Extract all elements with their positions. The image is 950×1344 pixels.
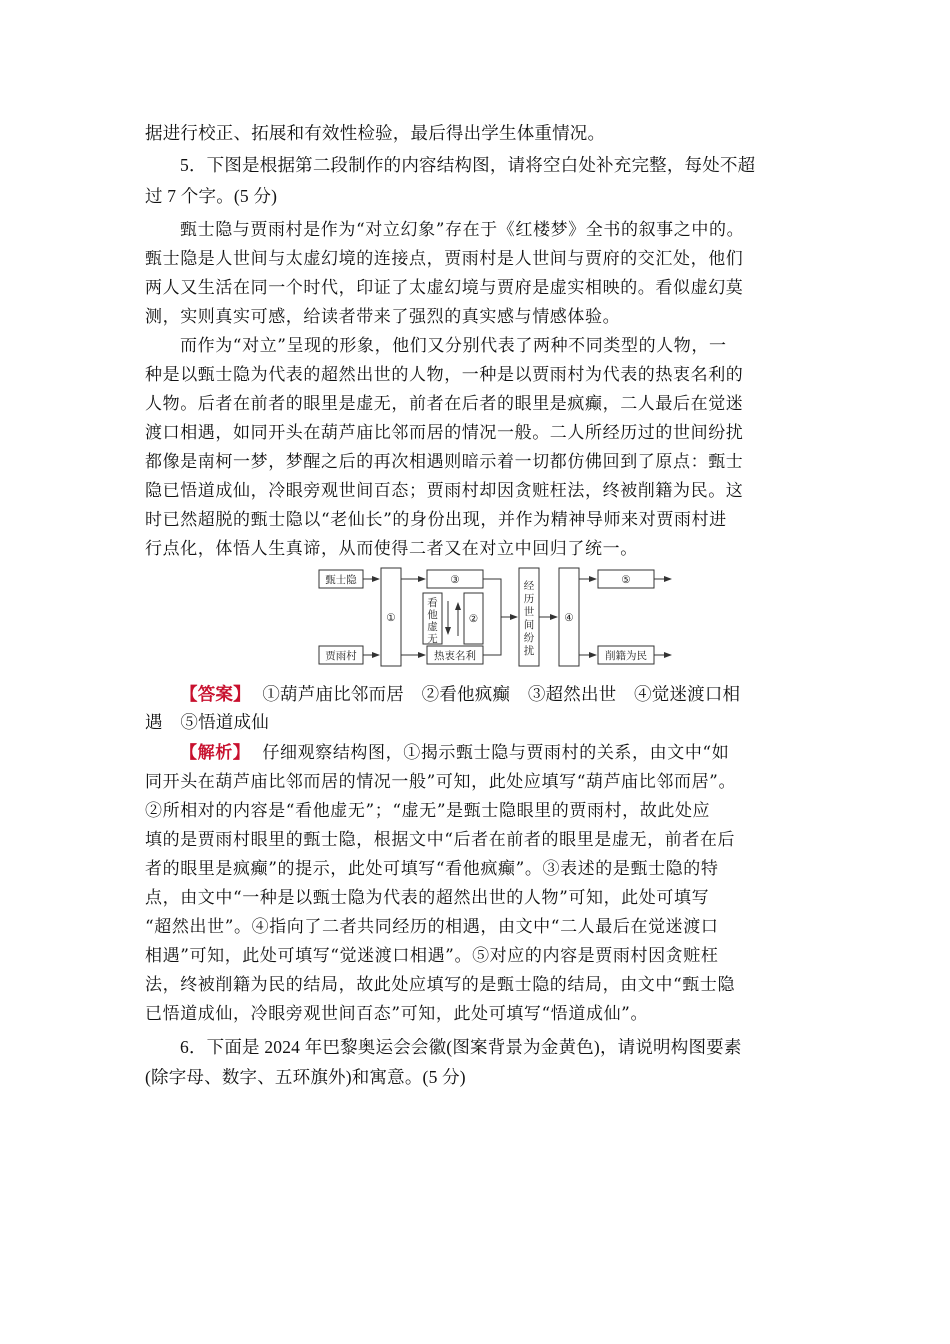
diagram-label-jingli: 历 <box>523 593 535 605</box>
analysis-line: 点，由文中“一种是以甄士隐为代表的超然出世的人物”可知，此处可填写 <box>145 888 710 908</box>
analysis-line: ②所相对的内容是“看他虚无”；“虚无”是甄士隐眼里的贾雨村，故此处应 <box>145 801 711 821</box>
text-line: 据进行校正、拓展和有效性检验，最后得出学生体重情况。 <box>145 124 606 144</box>
diagram-label-kan: 看 <box>427 597 438 609</box>
answer-tag: 【答案】 <box>180 685 251 705</box>
passage-line: 时已然超脱的甄士隐以“老仙长”的身份出现，并作为精神导师来对贾雨村进 <box>145 510 727 530</box>
analysis-line-1 <box>180 738 820 768</box>
diagram-label-blank-4: ④ <box>564 612 574 624</box>
analysis-line: 已悟道成仙，冷眼旁观世间百态”可知，此处可填写“悟道成仙”。 <box>145 1004 649 1024</box>
passage-line: 都像是南柯一梦，梦醒之后的再次相遇则暗示着一切都仿佛回到了原点：甄士 <box>145 452 744 472</box>
answer-text: ①葫芦庙比邻而居 ②看他疯癫 ③超然出世 ④觉迷渡口相 <box>262 685 741 705</box>
passage-line: 而作为“对立”呈现的形象，他们又分别代表了两种不同类型的人物，一 <box>180 336 727 356</box>
analysis-line: 同开头在葫芦庙比邻而居的情况一般”可知，此处应填写“葫芦庙比邻而居”。 <box>145 772 737 792</box>
question-5-line-1: 5．下图是根据第二段制作的内容结构图，请将空白处补充完整，每处不超 <box>180 155 756 175</box>
passage-line: 两人又生活在同一个时代，印证了太虚幻境与贾府是虚实相映的。看似虚幻莫 <box>145 278 744 298</box>
diagram-label-blank-2: ② <box>468 613 479 625</box>
diagram-label-zhen: 甄士隐 <box>325 574 357 586</box>
diagram-label-jingli: 纷 <box>523 632 535 644</box>
diagram-label-kan: 无 <box>427 633 438 645</box>
passage-line: 测，实则真实可感，给读者带来了强烈的真实感与情感体验。 <box>145 307 621 327</box>
answer-line-2: 遇 ⑤悟道成仙 <box>145 713 269 733</box>
passage-line: 甄士隐与贾雨村是作为“对立幻象”存在于《红楼梦》全书的叙事之中的。 <box>180 220 745 240</box>
diagram-label-blank-5: ⑤ <box>621 574 631 586</box>
question-5-line-2: 过 7 个字。(5 分) <box>145 186 278 206</box>
passage-line: 甄士隐是人世间与太虚幻境的连接点，贾雨村是人世间与贾府的交汇处，他们 <box>145 249 744 269</box>
analysis-line: 法，终被削籍为民的结局，故此处应填写的是甄士隐的结局，由文中“甄士隐 <box>145 975 736 995</box>
question-6-line-2: (除字母、数字、五环旗外)和寓意。(5 分) <box>145 1067 466 1087</box>
diagram-label-jia: 贾雨村 <box>325 650 357 662</box>
diagram-label-jingli: 间 <box>523 619 535 631</box>
analysis-line: 者的眼里是疯癫”的提示，此处可填写“看他疯癫”。③表述的是甄士隐的特 <box>145 859 719 879</box>
analysis-tag: 【解析】 <box>180 743 251 763</box>
answer-line-1 <box>180 680 820 710</box>
diagram-label-rexin: 热衷名利 <box>434 650 476 662</box>
diagram-label-jingli: 经 <box>523 580 535 592</box>
analysis-line: 填的是贾雨村眼里的甄士隐，根据文中“后者在前者的眼里是虚无，前者在后 <box>145 830 736 850</box>
diagram-label-jingli: 扰 <box>523 645 535 657</box>
passage-line: 人物。后者在前者的眼里是虚无，前者在后者的眼里是疯癫，二人最后在觉迷 <box>145 394 744 414</box>
diagram-label-jingli: 世 <box>523 606 535 618</box>
analysis-line: “超然出世”。④指向了二者共同经历的相遇，由文中“二人最后在觉迷渡口 <box>145 917 719 937</box>
diagram-label-kan: 他 <box>427 609 438 621</box>
passage-line: 种是以甄士隐为代表的超然出世的人物，一种是以贾雨村为代表的热衷名利的 <box>145 365 744 385</box>
diagram-label-xueji: 削籍为民 <box>605 650 647 662</box>
passage-line: 渡口相遇，如同开头在葫芦庙比邻而居的情况一般。二人所经历过的世间纷扰 <box>145 423 744 443</box>
question-6-line-1: 6．下面是 2024 年巴黎奥运会会徽(图案背景为金黄色)，请说明构图要素 <box>180 1037 742 1057</box>
diagram-label-blank-3: ③ <box>450 574 460 586</box>
analysis-text: 仔细观察结构图，①揭示甄士隐与贾雨村的关系，由文中“如 <box>262 743 730 763</box>
passage-line: 行点化，体悟人生真谛，从而使得二者又在对立中回归了统一。 <box>145 539 638 559</box>
diagram-label-kan: 虚 <box>427 621 438 633</box>
structure-diagram <box>315 563 675 671</box>
analysis-line: 相遇”可知，此处可填写“觉迷渡口相遇”。⑤对应的内容是贾雨村因贪赃枉 <box>145 946 719 966</box>
diagram-label-blank-1: ① <box>386 612 396 624</box>
passage-line: 隐已悟道成仙，冷眼旁观世间百态；贾雨村却因贪赃枉法，终被削籍为民。这 <box>145 481 744 501</box>
